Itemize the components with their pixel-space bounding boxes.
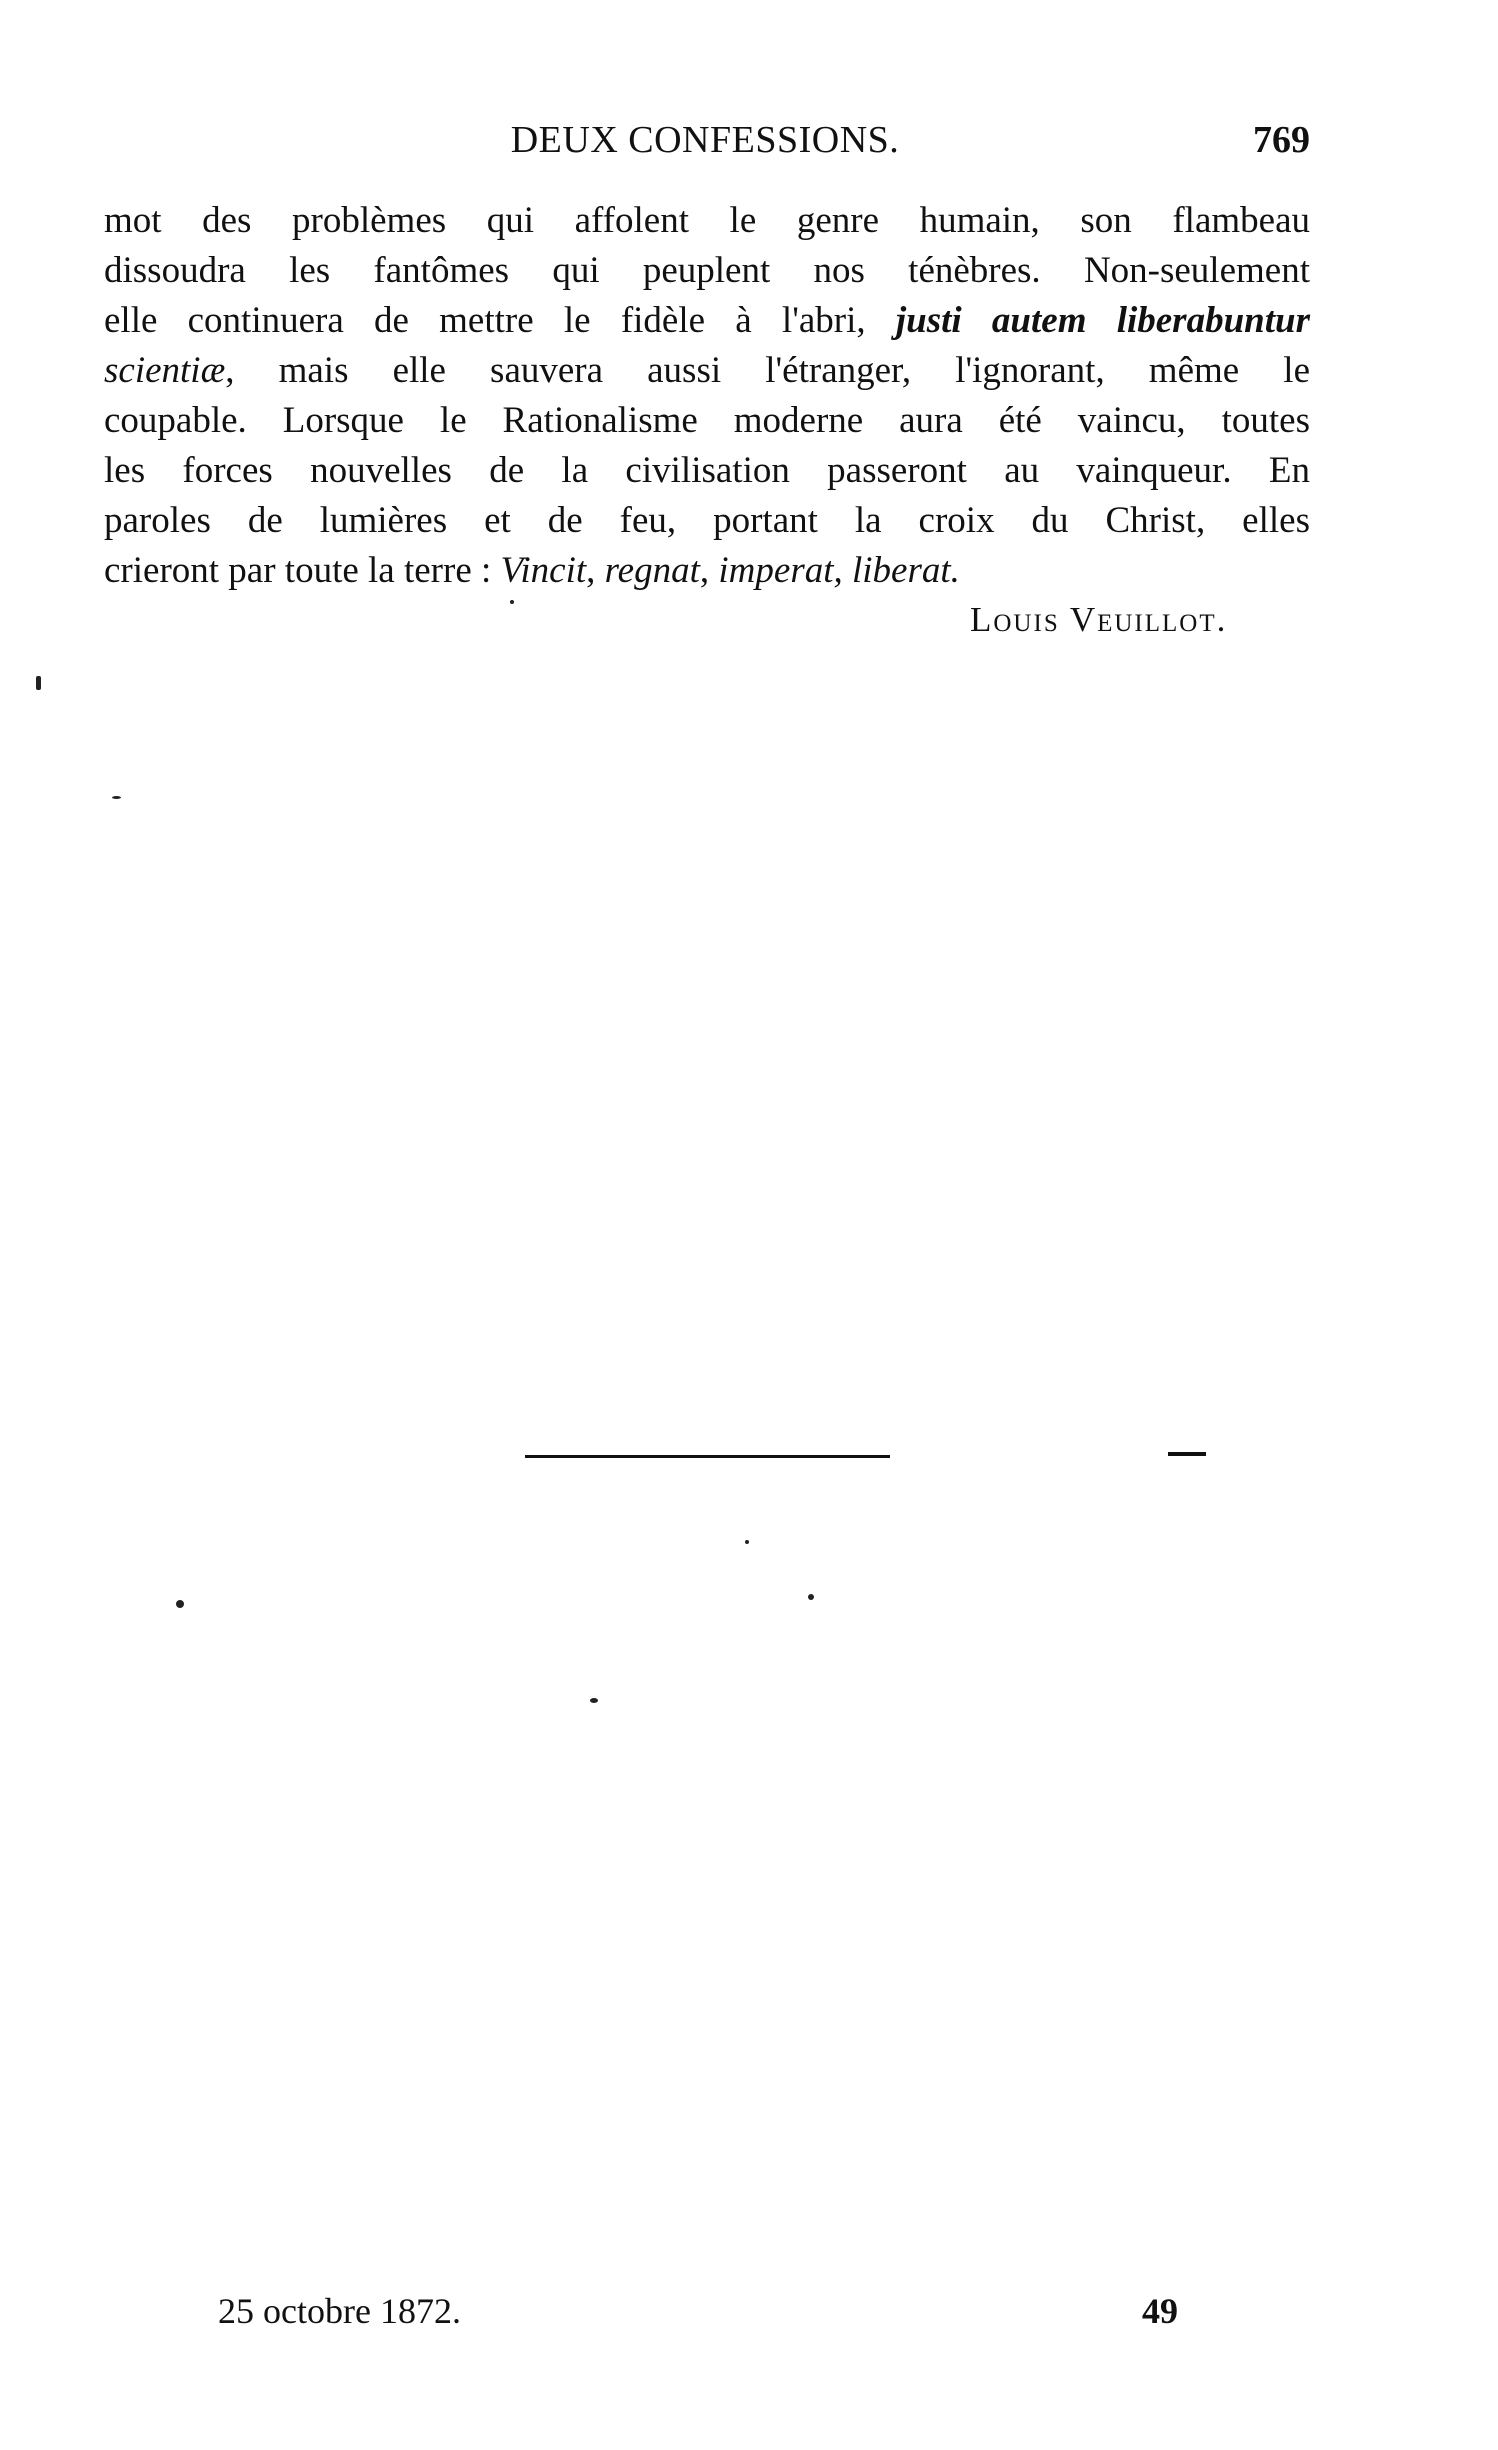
text-segment: regnat bbox=[604, 550, 700, 591]
page-number: 769 bbox=[1253, 119, 1310, 161]
text-line bbox=[104, 246, 1310, 296]
text-line bbox=[104, 296, 1310, 346]
scan-speck bbox=[112, 796, 121, 799]
text-line bbox=[104, 546, 1310, 596]
running-head bbox=[100, 118, 1310, 168]
text-segment: Vincit bbox=[500, 550, 587, 591]
text-segment: coupable. Lorsque le Rationalisme moderne aura été vaincu, toutes bbox=[104, 400, 1310, 441]
text-segment: scientiæ bbox=[104, 350, 226, 391]
text-segment: , bbox=[586, 550, 605, 591]
text-segment: , bbox=[699, 550, 719, 591]
text-segment: mot des problèmes qui affolent le genre humain, son flambeau bbox=[104, 200, 1310, 241]
text-line bbox=[104, 196, 1310, 246]
text-segment: crieront par toute la terre : bbox=[104, 550, 501, 591]
author-signature: Louis Veuillot. bbox=[970, 600, 1228, 639]
text-line bbox=[104, 346, 1310, 396]
text-segment: paroles de lumières et de feu, portant la croix du Christ, elles bbox=[104, 500, 1310, 541]
scan-speck bbox=[745, 1540, 749, 1544]
scan-speck bbox=[808, 1594, 814, 1600]
text-segment: imperat, liberat. bbox=[718, 550, 960, 591]
text-segment: , mais elle sauvera aussi l'étranger, l'ignorant, même le bbox=[225, 350, 1310, 391]
body-text bbox=[104, 196, 1310, 596]
text-segment: dissoudra les fantômes qui peuplent nos ténèbres. Non-seulement bbox=[104, 250, 1310, 291]
scan-speck bbox=[176, 1600, 184, 1608]
running-title: DEUX CONFESSIONS. bbox=[510, 119, 900, 161]
footer-date: 25 octobre 1872. bbox=[218, 2291, 461, 2331]
text-line bbox=[104, 496, 1310, 546]
printer-signature-mark: 49 bbox=[1142, 2291, 1178, 2331]
text-line bbox=[104, 446, 1310, 496]
scan-speck bbox=[590, 1698, 598, 1703]
text-line bbox=[104, 396, 1310, 446]
text-segment: les forces nouvelles de la civilisation passeront au vainqueur. En bbox=[104, 450, 1310, 491]
scan-speck bbox=[510, 600, 514, 604]
end-rule bbox=[525, 1455, 890, 1458]
end-rule-dash bbox=[1168, 1452, 1206, 1456]
scan-speck bbox=[36, 676, 41, 690]
text-segment: justi autem liberabuntur bbox=[895, 300, 1310, 341]
text-segment: elle continuera de mettre le fidèle à l'abri, bbox=[104, 300, 896, 341]
